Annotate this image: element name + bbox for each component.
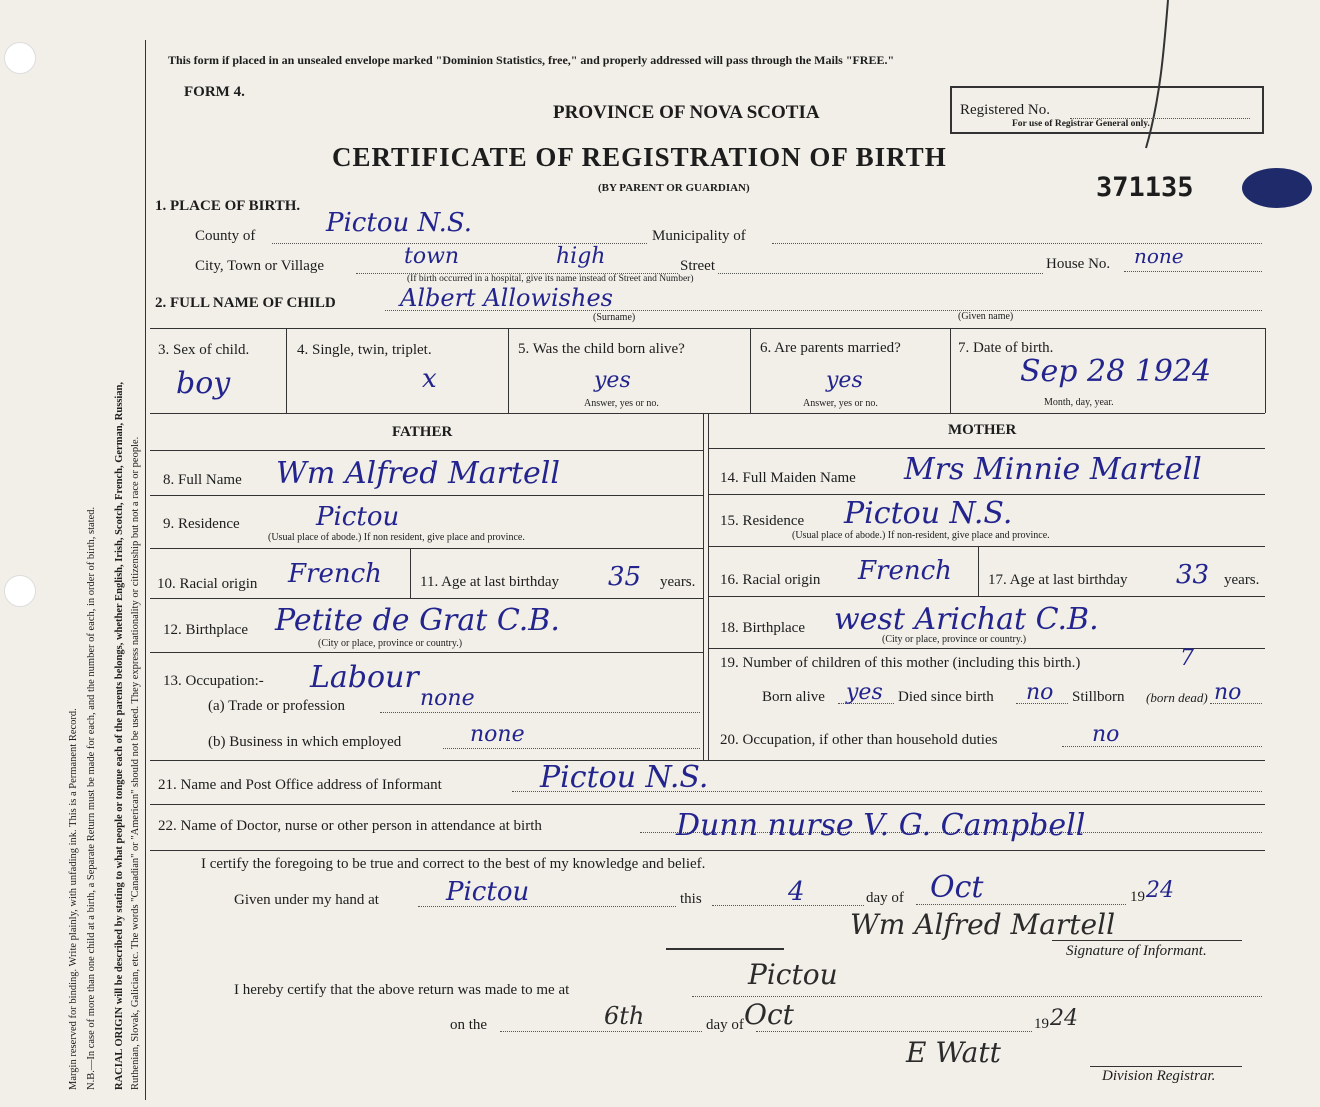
father-racial-label: 10. Racial origin xyxy=(157,576,258,592)
father-row-line-4 xyxy=(150,598,703,599)
mother-heading: MOTHER xyxy=(948,422,1017,438)
place-of-birth-label: 1. PLACE OF BIRTH. xyxy=(155,198,301,214)
mother-birthplace-label: 18. Birthplace xyxy=(720,620,805,636)
father-occupation-label: 13. Occupation:- xyxy=(163,673,264,689)
registrar-signature-line xyxy=(1090,1066,1242,1067)
registrar-month: Oct xyxy=(744,998,794,1031)
father-occupation-value: Labour xyxy=(310,660,419,695)
hospital-note: (If birth occurred in a hospital, give its name instead of Street and Number) xyxy=(407,274,694,284)
father-business-label: (b) Business in which employed xyxy=(208,734,402,750)
father-birthplace-value: Petite de Grat C.B. xyxy=(275,603,560,638)
mother-row-line-1 xyxy=(708,448,1265,449)
sex-value: boy xyxy=(176,366,231,401)
registrar-year: 24 xyxy=(1050,1006,1078,1031)
row3-divider-4 xyxy=(950,328,951,413)
stamp-number: 371135 xyxy=(1096,172,1194,203)
registrar-year-prefix: 19 xyxy=(1034,1016,1049,1032)
certification-day: 4 xyxy=(788,877,805,907)
registered-label: Registered No. xyxy=(960,102,1050,118)
mother-racial-divider xyxy=(978,546,979,596)
mother-occupation-value: no xyxy=(1092,722,1120,747)
registrar-day-of-label: day of xyxy=(706,1017,744,1033)
house-line xyxy=(1124,271,1262,272)
parents-married-label: 6. Are parents married? xyxy=(760,340,901,356)
date-of-birth-value: Sep 28 1924 xyxy=(1020,354,1212,389)
mother-age-value: 33 xyxy=(1176,560,1210,590)
father-row-line-1 xyxy=(150,450,703,451)
date-of-birth-note: Month, day, year. xyxy=(1044,397,1114,408)
municipality-label: Municipality of xyxy=(652,228,746,244)
father-name-value: Wm Alfred Martell xyxy=(276,456,560,491)
day-of-label: day of xyxy=(866,890,904,906)
street-label: Street xyxy=(680,258,715,274)
born-alive-label: 5. Was the child born alive? xyxy=(518,341,685,357)
registrar-statement: I hereby certify that the above return was made to me at xyxy=(234,982,570,998)
father-row-line-2 xyxy=(150,495,703,496)
born-alive-count-value: yes xyxy=(846,680,883,705)
page-subtitle: (BY PARENT OR GUARDIAN) xyxy=(598,182,750,194)
father-years-label: years. xyxy=(660,574,696,590)
died-since-birth-value: no xyxy=(1026,680,1054,705)
father-racial-divider xyxy=(410,548,411,598)
form-number: FORM 4. xyxy=(184,84,245,100)
ink-blot xyxy=(1242,168,1312,208)
given-under-label: Given under my hand at xyxy=(234,892,379,908)
stillborn-label: Stillborn xyxy=(1072,689,1125,705)
mother-children-value: 7 xyxy=(1180,646,1194,671)
stillborn-note: (born dead) xyxy=(1146,690,1208,705)
province-heading: PROVINCE OF NOVA SCOTIA xyxy=(553,102,820,123)
doctor-value: Dunn nurse V. G. Campbell xyxy=(676,808,1086,843)
certification-year-prefix: 19 xyxy=(1130,889,1145,905)
father-heading: FATHER xyxy=(392,424,453,440)
doctor-label: 22. Name of Doctor, nurse or other person in attendance at birth xyxy=(158,818,542,834)
informant-signature-line xyxy=(1052,940,1242,941)
mother-residence-label: 15. Residence xyxy=(720,513,805,529)
punch-hole-top xyxy=(4,42,36,74)
father-trade-line xyxy=(380,712,700,713)
registrar-month-line xyxy=(756,1031,1032,1032)
stillborn-value: no xyxy=(1214,680,1242,705)
mother-name-label: 14. Full Maiden Name xyxy=(720,470,856,486)
page-title: CERTIFICATE OF REGISTRATION OF BIRTH xyxy=(332,142,947,172)
father-birthplace-note: (City or place, province or country.) xyxy=(318,638,463,649)
given-name-caption: (Given name) xyxy=(958,311,1014,322)
born-alive-answer-note: Answer, yes or no. xyxy=(584,398,659,409)
mother-row-line-4 xyxy=(708,596,1265,597)
parents-center-divider-a xyxy=(703,413,704,760)
mother-row-line-2 xyxy=(708,494,1265,495)
margin-note-4: Ruthenian, Slovak, Galician, etc. The words "Canadian" or "American" should not be used. They express nationality or citizenship but not a race or people. xyxy=(130,436,141,1090)
date-of-birth-label: 7. Date of birth. xyxy=(958,340,1054,356)
father-age-value: 35 xyxy=(608,562,642,592)
signature-of-informant-label: Signature of Informant. xyxy=(1066,943,1207,959)
row3-right-border xyxy=(1265,328,1266,413)
registrar-day-line xyxy=(500,1031,702,1032)
father-trade-value: none xyxy=(420,686,475,711)
mother-racial-label: 16. Racial origin xyxy=(720,572,821,588)
mother-birthplace-note: (City or place, province or country.) xyxy=(882,634,1027,645)
on-the-label: on the xyxy=(450,1017,488,1033)
father-trade-label: (a) Trade or profession xyxy=(208,698,346,714)
mother-residence-value: Pictou N.S. xyxy=(844,496,1013,531)
certification-month: Oct xyxy=(930,870,984,905)
mother-occupation-label: 20. Occupation, if other than household duties xyxy=(720,732,998,748)
born-alive-value: yes xyxy=(594,368,631,393)
house-label: House No. xyxy=(1046,256,1111,272)
given-place-value: Pictou xyxy=(446,877,530,907)
county-value: Pictou N.S. xyxy=(326,208,472,238)
margin-note-1: Margin reserved for binding. Write plainly, with unfading ink. This is a Permanent Record. xyxy=(68,708,79,1090)
doctor-bottom-border xyxy=(150,850,1265,851)
parents-center-divider-b xyxy=(708,413,709,760)
mother-birthplace-value: west Arichat C.B. xyxy=(834,602,1099,637)
mother-children-label: 19. Number of children of this mother (including this birth.) xyxy=(720,655,1081,671)
died-since-birth-label: Died since birth xyxy=(898,689,994,705)
section-separator xyxy=(666,948,784,950)
house-value: none xyxy=(1134,244,1184,268)
registrar-signature: E Watt xyxy=(906,1036,1001,1069)
parents-married-value: yes xyxy=(826,368,863,393)
mother-age-label: 17. Age at last birthday xyxy=(988,572,1128,588)
mail-notice: This form if placed in an unsealed envelope marked "Dominion Statistics, free," and properly addressed will pass through the Mails "FREE." xyxy=(168,53,895,67)
father-row-line-3 xyxy=(150,548,703,549)
father-business-value: none xyxy=(470,722,525,747)
father-row-line-5 xyxy=(150,652,703,653)
registrar-place-value: Pictou xyxy=(748,958,838,991)
county-label: County of xyxy=(195,228,256,244)
row3-divider-2 xyxy=(508,328,509,413)
municipality-line xyxy=(772,243,1262,244)
father-racial-value: French xyxy=(288,559,382,589)
informant-bottom-border xyxy=(150,804,1265,805)
mother-years-label: years. xyxy=(1224,572,1260,588)
parents-married-answer-note: Answer, yes or no. xyxy=(803,398,878,409)
father-name-label: 8. Full Name xyxy=(163,472,242,488)
mother-row-line-3 xyxy=(708,546,1265,547)
father-age-label: 11. Age at last birthday xyxy=(420,574,559,590)
mother-racial-value: French xyxy=(858,556,952,586)
informant-signature: Wm Alfred Martell xyxy=(850,908,1116,941)
certification-statement: I certify the foregoing to be true and correct to the best of my knowledge and belief. xyxy=(201,856,706,872)
single-twin-value: x xyxy=(422,364,437,394)
row3-top-border xyxy=(150,328,1265,329)
mother-abode-note: (Usual place of abode.) If non-resident, give place and province. xyxy=(792,530,1050,541)
street-value: high xyxy=(556,244,606,269)
born-alive-count-label: Born alive xyxy=(762,689,825,705)
form-left-border xyxy=(145,40,146,1100)
informant-label: 21. Name and Post Office address of Informant xyxy=(158,777,442,793)
father-birthplace-label: 12. Birthplace xyxy=(163,622,248,638)
informant-value: Pictou N.S. xyxy=(540,760,709,795)
city-value: town xyxy=(404,244,460,269)
father-abode-note: (Usual place of abode.) If non resident, give place and province. xyxy=(268,532,525,543)
city-label: City, Town or Village xyxy=(195,258,325,274)
father-residence-value: Pictou xyxy=(316,502,400,532)
division-registrar-label: Division Registrar. xyxy=(1102,1068,1216,1084)
child-name-value: Albert Allowishes xyxy=(400,284,613,312)
row3-divider-3 xyxy=(750,328,751,413)
certification-year: 24 xyxy=(1146,878,1174,903)
margin-note-2: N.B.—In case of more than one child at a birth, a Separate Return must be made for each, and the number of each, in order of birth, stated. xyxy=(86,506,97,1090)
street-line xyxy=(718,273,1043,274)
punch-hole-middle xyxy=(4,575,36,607)
this-label: this xyxy=(680,891,702,907)
registrar-day: 6th xyxy=(604,1002,645,1030)
row3-divider-1 xyxy=(286,328,287,413)
father-residence-label: 9. Residence xyxy=(163,516,240,532)
sex-label: 3. Sex of child. xyxy=(158,342,250,358)
father-business-line xyxy=(443,748,700,749)
mother-name-value: Mrs Minnie Martell xyxy=(904,452,1202,487)
single-twin-label: 4. Single, twin, triplet. xyxy=(297,342,432,358)
registrar-place-line xyxy=(692,996,1262,997)
registrar-use-note: For use of Registrar General only. xyxy=(1012,119,1150,129)
surname-caption: (Surname) xyxy=(593,312,636,323)
margin-note-3: RACIAL ORIGIN will be described by stating to what people or tongue each of the parents belongs, whether English, Irish, Scotch, French, German, Russian, xyxy=(114,381,125,1090)
child-name-label: 2. FULL NAME OF CHILD xyxy=(155,295,336,311)
